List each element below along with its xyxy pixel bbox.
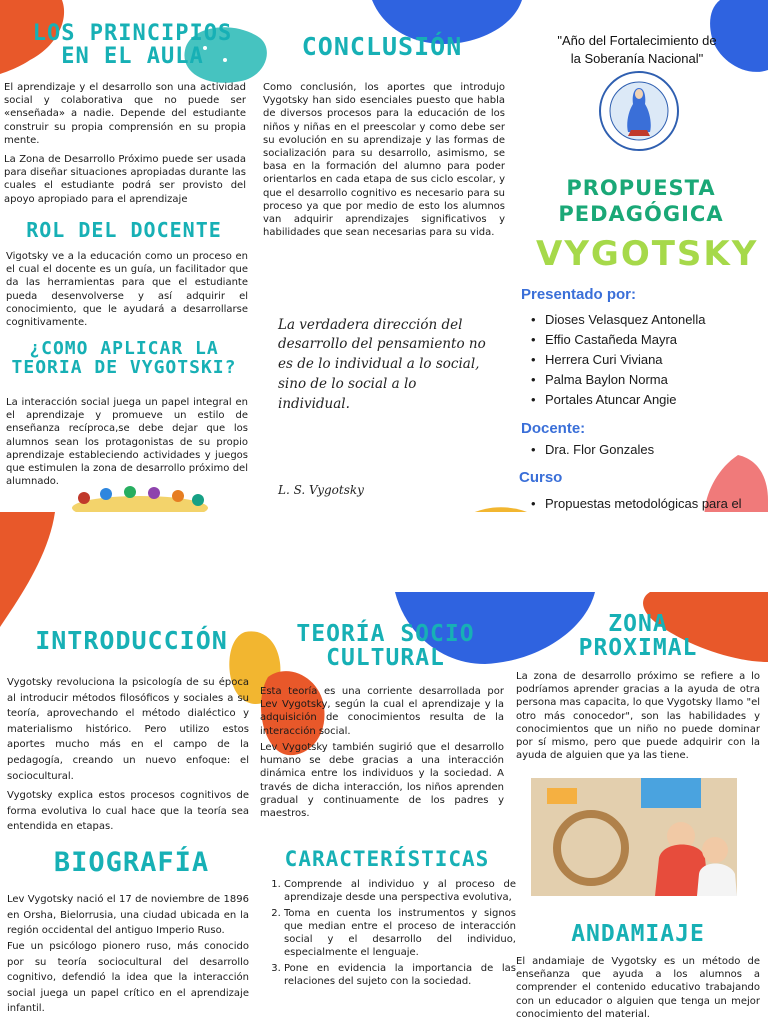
teoria-paragraph-1: Esta teoría es una corriente desarrollada por Lev Vygotsky, según la cual el aprendizaje y la adquisición de conocimientos resulta de la interacción social.: [260, 686, 504, 737]
principios-title: LOS PRINCIPIOS EN EL AULA: [32, 21, 233, 70]
presenter-name: • Palma Baylon Norma: [525, 370, 755, 390]
aplicar-teoria-title: ¿COMO APLICAR LA TEORIA DE VYGOTSKI?: [11, 338, 237, 378]
zona-proximal-paragraph: La zona de desarrollo próximo se refiere a lo podríamos aprender gracias a la ayuda de otra persona mas capacita, lo que Vygotsky llamo "el otro más conocedor", son las habilidades y conocimientos que un niño no puede dominar por sí mismo, pero que puede adquirir con la ayuda de alguien que ya las tiene.: [516, 671, 760, 762]
docente-list: [525, 440, 755, 460]
curso-name: • Propuestas metodológicas para el: [525, 494, 763, 534]
caracteristica-item: 3. Pone en evidencia la importancia de las relaciones del sujeto con la sociedad.: [284, 962, 516, 989]
caracteristicas-list: [272, 878, 516, 990]
introduccion-paragraph-2: Vygotsky explica estos procesos cognitivos de forma evolutiva lo cual hace que la teoría sea entendida en etapas.: [7, 790, 249, 833]
children-circle-illustration: [64, 488, 216, 512]
rol-docente-paragraph: Vigotsky ve a la educación como un proceso en el cual el docente es un guía, un facilitador que da las herramientas para que el estudiante pueda desenvolverse y así adquirir el conocimiento, que le ayudará a desarrollarse cognitivamente.: [6, 251, 248, 328]
biografia-title: BIOGRAFÍA: [53, 847, 210, 878]
teoria-paragraph-2: Lev Vygotsky también sugirió que el desarrollo humano se debe gracias a una interacción dinámica entre los individuos y la sociedad. A través de dicha interacción, los niños aprenden gradual y continuamente de los padres y maestros.: [260, 742, 504, 819]
curso-label: Curso: [519, 469, 563, 486]
introduccion-title: INTRODUCCIÓN: [35, 626, 228, 655]
year-slogan: "Año del Fortalecimiento de la Soberanía Nacional": [557, 33, 717, 67]
andamiaje-title: ANDAMIAJE: [571, 921, 705, 947]
rol-docente-title: ROL DEL DOCENTE: [26, 218, 222, 242]
principios-paragraph-1: El aprendizaje y el desarrollo son una actividad social y colaborativa que no puede ser «enseñada» a nadie. Depende del estudiante construir su propia comprensión en su propia mente.: [4, 82, 246, 146]
caracteristicas-title: CARACTERÍSTICAS: [284, 847, 490, 871]
presenter-name: • Herrera Curi Viviana: [525, 350, 755, 370]
teoria-sociocultural-title: TEORÍA SOCIO CULTURAL: [296, 621, 475, 672]
presenter-name: • Effio Castañeda Mayra: [525, 330, 755, 350]
quote-author: L. S. Vygotsky: [278, 483, 364, 497]
biografia-paragraph-1: Lev Vygotsky nació el 17 de noviembre de 1896 en Orsha, Bielorrusia, una ciudad ubicada en la región occidental del antiguo Imperio Ruso.: [7, 894, 249, 937]
presenters-list: [525, 310, 755, 410]
principios-paragraph-2: La Zona de Desarrollo Próximo puede ser usada para diseñar situaciones apropiadas durante las cuales el estudiante podrá ser provisto del apoyo apropiado para el aprendizaje: [4, 154, 246, 205]
aplicar-teoria-paragraph: La interacción social juega un papel integral en el aprendizaje y promueve un estilo de enseñanza recíproca,se debe dejar que los alumnos sean los protagonistas de su propio aprendizaje estableciendo actividades y juegos que estimulen la zona de desarrollo próximo del alumnado.: [6, 397, 248, 488]
school-seal-logo: [598, 70, 680, 152]
caracteristica-item: 2. Toma en cuenta los instrumentos y signos que median entre el proceso de interacción social y el desarrollo del individuo, especialmente el lenguaje.: [284, 907, 516, 960]
vygotsky-title: VYGOTSKY: [536, 234, 759, 274]
docente-label: Docente:: [521, 420, 586, 437]
propuesta-pedagogica-title: PROPUESTA PEDAGÓGICA: [558, 176, 724, 226]
vygotsky-quote: La verdadera dirección del desarrollo del pensamiento no es de lo individual a lo social, sino de lo social a lo individual.: [278, 316, 486, 413]
docente-name: • Dra. Flor Gonzales: [525, 440, 755, 460]
brochure-page-inside: [0, 512, 768, 1024]
conclusion-paragraph: Como conclusión, los aportes que introdujo Vygotsky han sido esenciales puesto que habla de diversos procesos para la educación de los niños y niñas en el preescolar y como debe ser su evolución en su aprendizaje y las formas de socialización para su desarrollo, asimismo, se basa en la formación del alumno para poder orientarlos en cada etapa de sus ciclo escolar, y que el desarrollo cognitivo es necesario para su proceso ya que por medio de esto los alumnos van adquirir aprendizajes significativos y habilidades que sean necesarias para su vida.: [263, 82, 505, 239]
presenter-name: • Dioses Velasquez Antonella: [525, 310, 755, 330]
biografia-paragraph-2: Fue un psicólogo pionero ruso, más conocido por su teoría sociocultural del desarrollo cognitivo, defendió la idea que la interacción social juega un papel crítico en el aprendizaje infantil.: [7, 941, 249, 1015]
children-playing-photo: [531, 778, 737, 896]
caracteristica-item: 1. Comprende al individuo y al proceso de aprendizaje desde una perspectiva evolutiva,: [284, 878, 516, 905]
presenter-name: • Portales Atuncar Angie: [525, 390, 755, 410]
zona-proximal-title: ZONA PROXIMAL: [578, 611, 698, 662]
orange-blob-decoration: [0, 512, 55, 632]
conclusion-title: CONCLUSIÓN: [301, 32, 463, 61]
presentado-por-label: Presentado por:: [521, 286, 637, 303]
children-playing-image: [531, 778, 737, 896]
introduccion-paragraph-1: Vygotsky revoluciona la psicología de su época al introducir métodos filosóficos y sociales a su teoría, aprovechando el método dialéctico y materialismo histórico. Pero utilizo estos aportes mucho más en el campo de la pedagogía, creando un nuevo enfoque: el sociocultural.: [7, 677, 249, 782]
andamiaje-paragraph: El andamiaje de Vygotsky es un método de enseñanza que ayuda a los alumnos a comprender el contenido educativo trabajando con un educador o alguien que tenga un mejor conocimiento del material.: [516, 956, 760, 1020]
